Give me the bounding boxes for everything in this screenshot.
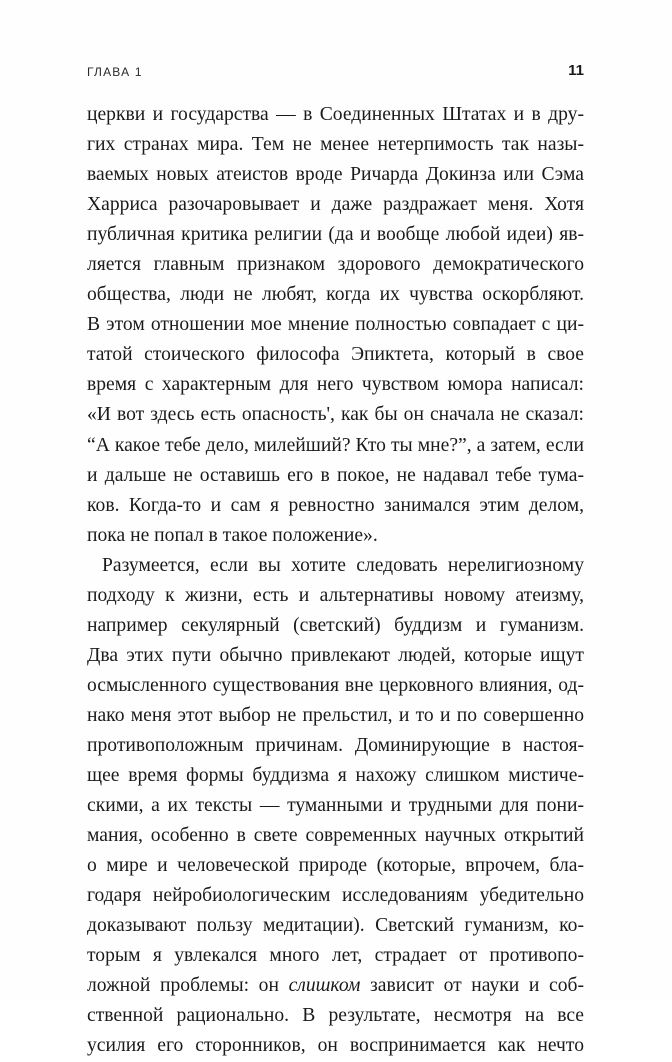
- text-line: [87, 1001, 584, 1031]
- text-line: татой стоического философа Эпиктета, который в свое: [87, 344, 584, 366]
- text-line: «И вот здесь есть опасность', как бы он сначала не сказал:: [87, 404, 584, 426]
- text-line: время с характерным для него чувством юмора написал:: [87, 374, 584, 396]
- page-number: 11: [568, 62, 584, 79]
- text-segment: рационально. В результате, несмотря на все: [176, 1005, 584, 1027]
- running-head-chapter: ГЛАВА 1: [87, 65, 143, 79]
- text-line: и дальше не оставишь его в покое, не надавал тебе тума-: [87, 464, 584, 486]
- paragraph-1: [87, 100, 584, 551]
- text-line: скими, а их тексты — туманными и трудными для пони-: [87, 795, 584, 817]
- text-line: общества, люди не любят, когда их чувства оскорбляют.: [87, 284, 584, 306]
- text-line: доказывают пользу медитации). Светский гуманизм, ко-: [87, 915, 584, 937]
- body-text: [87, 100, 584, 1062]
- text-line: например секулярный (светский) буддизм и гуманизм.: [87, 614, 584, 636]
- text-line: Разумеется, если вы хотите следовать нерелигиозному: [102, 554, 584, 576]
- text-line: ваемых новых атеистов вроде Ричарда Докинза или Сэма: [87, 164, 584, 186]
- text-line: торым я увлекался много лет, страдает от противопо-: [87, 945, 584, 967]
- text-line: нако меня этот выбор не прельстил, и то и по совершенно: [87, 704, 584, 726]
- text-line: церкви и государства — в Соединенных Штатах и в дру-: [87, 104, 584, 125]
- text-line: щее время формы буддизма я нахожу слишком мистиче-: [87, 765, 584, 787]
- text-line: публичная критика религии (да и вообще любой идеи) яв-: [87, 224, 584, 246]
- text-line: осмысленного существования вне церковного влияния, од-: [87, 674, 584, 696]
- text-line: ков. Когда-то и сам я ревностно занимался этим делом,: [87, 494, 584, 516]
- text-line: пока не попал в такое положение».: [87, 524, 378, 546]
- italic-emphasis: слишком: [288, 975, 361, 997]
- text-line: “А какое тебе дело, милейший? Кто ты мне?”, а затем, если: [87, 434, 584, 456]
- text-line: гих странах мира. Тем не менее нетерпимость так назы-: [87, 134, 584, 156]
- text-line: ляется главным признаком здорового демократического: [87, 254, 584, 276]
- paragraph-2: [87, 551, 584, 1062]
- text-line: противоположным причинам. Доминирующие в настоя-: [87, 734, 584, 756]
- text-line-with-italic: [87, 971, 584, 1001]
- text-segment: зависит от науки и соб-: [360, 975, 584, 997]
- text-line: Два этих пути обычно привлекают людей, которые ищут: [87, 644, 584, 666]
- text-line: В этом отношении мое мнение полностью совпадает с ци-: [87, 314, 584, 336]
- text-segment: ственной: [87, 1005, 177, 1027]
- text-line: подходу к жизни, есть и альтернативы новому атеизму,: [87, 584, 584, 606]
- text-line: Харриса разочаровывает и даже раздражает меня. Хотя: [87, 194, 584, 216]
- text-line: о мире и человеческой природе (которые, впрочем, бла-: [87, 855, 584, 877]
- text-line: годаря нейробиологическим исследованиям убедительно: [87, 885, 584, 907]
- text-line: мания, особенно в свете современных научных открытий: [87, 825, 584, 847]
- text-segment: ложной проблемы: он: [87, 975, 289, 997]
- text-line: усилия его сторонников, он воспринимается как нечто: [87, 1035, 584, 1057]
